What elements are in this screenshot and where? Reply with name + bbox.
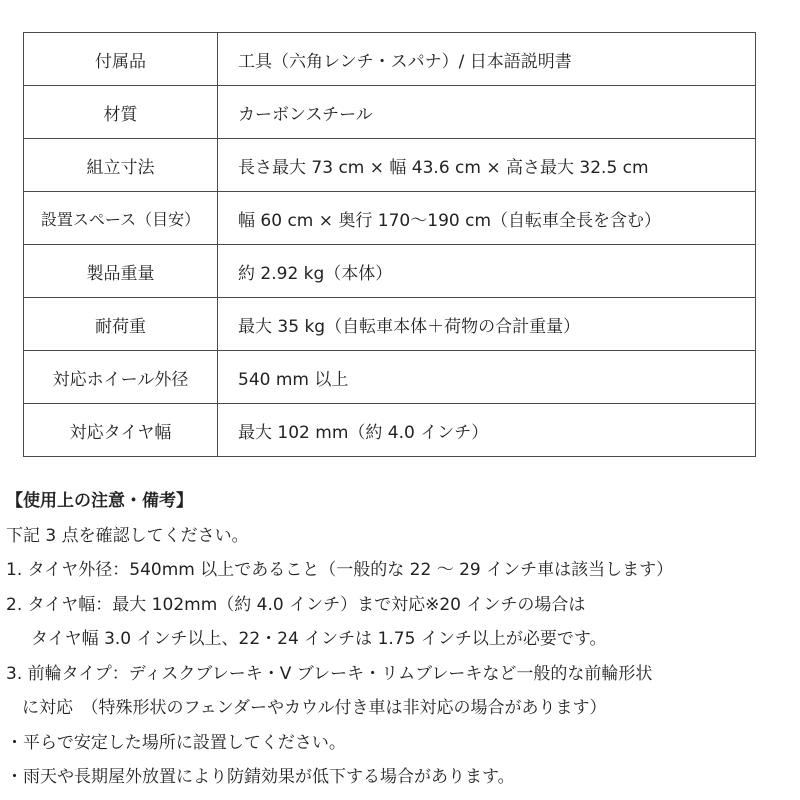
spec-value: 540 mm 以上 xyxy=(218,351,756,404)
spec-value: 約 2.92 kg（本体） xyxy=(218,245,756,298)
note-item-1: 1. タイヤ外径：540mm 以上であること（一般的な 22 ～ 29 インチ車は該当します） xyxy=(6,560,674,580)
spec-label: 対応タイヤ幅 xyxy=(24,404,218,457)
spec-label: 付属品 xyxy=(24,33,218,86)
spec-value: 幅 60 cm × 奥行 170〜190 cm（自転車全長を含む） xyxy=(218,192,756,245)
spec-row-tire-width xyxy=(24,404,756,457)
notes-intro: 下記 3 点を確認してください。 xyxy=(6,525,249,546)
note-bullet-2: ・雨天や長期屋外放置により防錆効果が低下する場合があります。 xyxy=(6,767,515,787)
note-bullet-1: ・平らで安定した場所に設置してください。 xyxy=(6,732,346,753)
notes-heading: 【使用上の注意・備考】 xyxy=(6,491,193,511)
note-item-2-continuation: タイヤ幅 3.0 インチ以上、22・24 インチは 1.75 インチ以上が必要です。 xyxy=(31,629,607,649)
note-item-3-continuation: に対応 （特殊形状のフェンダーやカウル付き車は非対応の場合があります） xyxy=(22,698,607,718)
spec-table xyxy=(23,32,756,457)
spec-label: 材質 xyxy=(24,86,218,139)
spec-row-load-capacity xyxy=(24,298,756,351)
spec-row-wheel-diameter xyxy=(24,351,756,404)
spec-value: カーボンスチール xyxy=(218,86,756,139)
spec-label: 製品重量 xyxy=(24,245,218,298)
note-item-2: 2. タイヤ幅：最大 102mm（約 4.0 インチ）まで対応※20 インチの場合は xyxy=(6,594,586,615)
spec-label: 設置スペース（目安） xyxy=(24,192,218,245)
spec-value: 工具（六角レンチ・スパナ）/ 日本語説明書 xyxy=(218,33,756,86)
spec-row-weight xyxy=(24,245,756,298)
spec-row-accessories xyxy=(24,33,756,86)
spec-row-install-space xyxy=(24,192,756,245)
spec-label: 対応ホイール外径 xyxy=(24,351,218,404)
spec-label: 組立寸法 xyxy=(24,139,218,192)
spec-value: 最大 35 kg（自転車本体＋荷物の合計重量） xyxy=(218,298,756,351)
usage-notes xyxy=(6,484,796,795)
spec-value: 最大 102 mm（約 4.0 インチ） xyxy=(218,404,756,457)
spec-row-material xyxy=(24,86,756,139)
spec-row-dimensions xyxy=(24,139,756,192)
spec-value: 長さ最大 73 cm × 幅 43.6 cm × 高さ最大 32.5 cm xyxy=(218,139,756,192)
spec-label: 耐荷重 xyxy=(24,298,218,351)
note-item-3: 3. 前輪タイプ：ディスクブレーキ・V ブレーキ・リムブレーキなど一般的な前輪形状 xyxy=(6,663,653,684)
